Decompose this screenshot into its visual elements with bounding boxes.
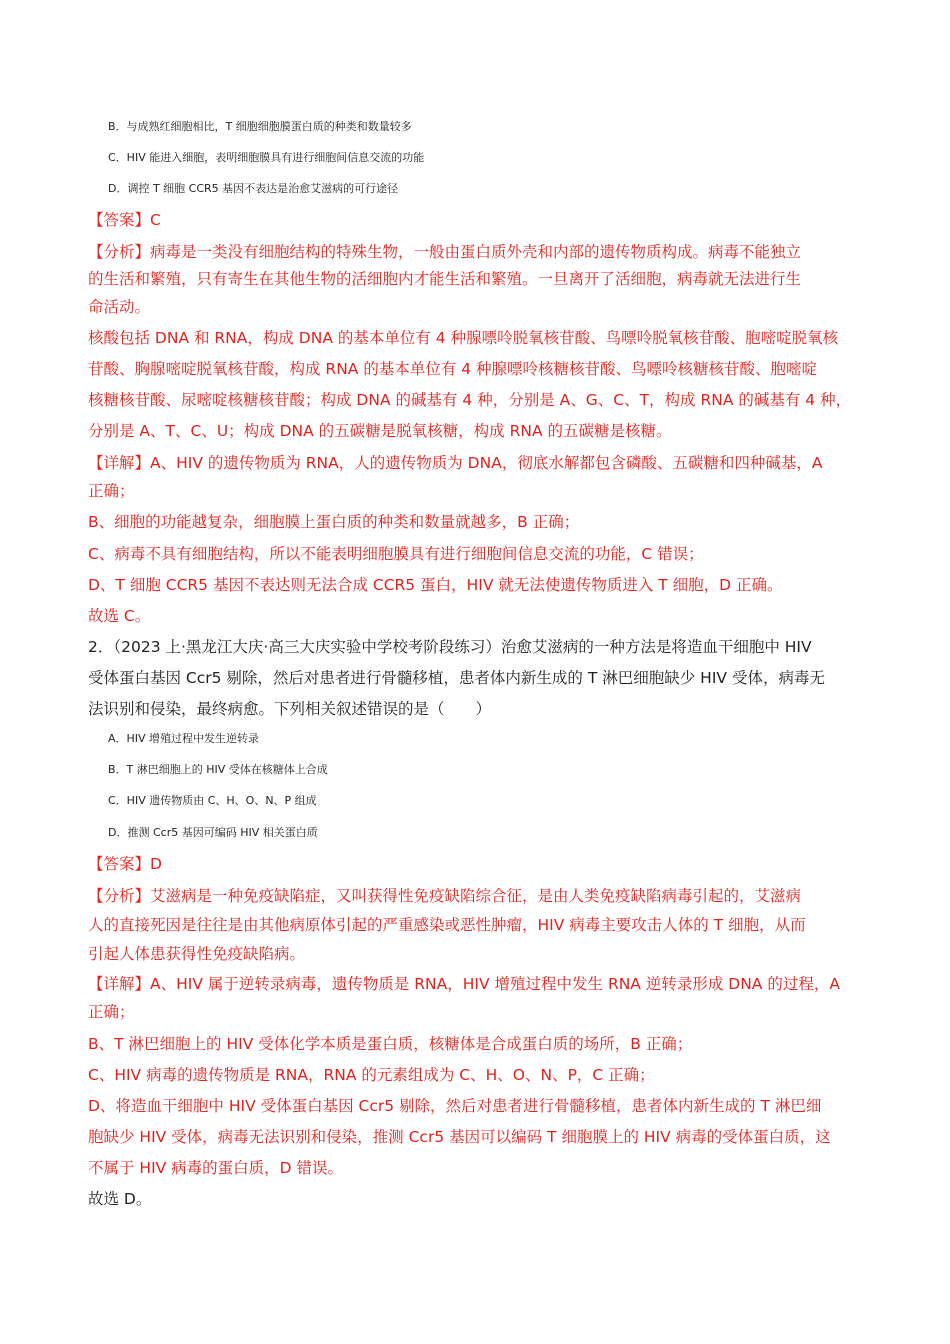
q1-analysis-line: 分别是 A、T、C、U；构成 DNA 的五碳糖是脱氧核糖，构成 RNA 的五碳糖是核糖。 <box>88 422 672 440</box>
q1-analysis-line: 核酸包括 DNA 和 RNA，构成 DNA 的基本单位有 4 种腺嘌呤脱氧核苷酸、鸟嘌呤脱氧核苷酸、胞嘧啶脱氧核 <box>88 329 839 347</box>
q2-analysis-line: 引起人体患获得性免疫缺陷病。 <box>88 945 306 963</box>
q1-analysis-line: 【分析】病毒是一类没有细胞结构的特殊生物，一般由蛋白质外壳和内部的遗传物质构成。病毒不能独立 <box>88 243 802 261</box>
q1-analysis-line: 命活动。 <box>88 298 151 316</box>
q2-detail-line: 【详解】A、HIV 属于逆转录病毒，遗传物质是 RNA，HIV 增殖过程中发生 RNA 逆转录形成 DNA 的过程，A <box>88 975 840 993</box>
q2-option-c: C．HIV 遗传物质由 C、H、O、N、P 组成 <box>108 794 317 807</box>
q1-detail-line: 正确； <box>88 482 135 500</box>
q2-stem-line: 法识别和侵染，最终病愈。下列相关叙述错误的是（ ） <box>88 700 492 718</box>
q2-stem-line: 2．（2023 上·黑龙江大庆·高三大庆实验中学校考阶段练习）治愈艾滋病的一种方法是将造血干细胞中 HIV <box>88 638 812 656</box>
q1-detail-line: D、T 细胞 CCR5 基因不表达则无法合成 CCR5 蛋白，HIV 就无法使遗传物质进入 T 细胞，D 正确。 <box>88 576 783 594</box>
q2-analysis-line: 【分析】艾滋病是一种免疫缺陷症，又叫获得性免疫缺陷综合征，是由人类免疫缺陷病毒引起的，艾滋病 <box>88 887 802 905</box>
q1-detail-line: B、细胞的功能越复杂，细胞膜上蛋白质的种类和数量就越多，B 正确； <box>88 513 580 531</box>
q2-option-a: A．HIV 增殖过程中发生逆转录 <box>108 732 260 745</box>
q1-analysis-line: 核糖核苷酸、尿嘧啶核糖核苷酸；构成 DNA 的碱基有 4 种，分别是 A、G、C、T，构成 RNA 的碱基有 4 种， <box>88 391 852 409</box>
q2-analysis-line: 人的直接死因是往往是由其他病原体引起的严重感染或恶性肿瘤，HIV 病毒主要攻击人体的 T 细胞，从而 <box>88 916 806 934</box>
q2-detail-line: D、将造血干细胞中 HIV 受体蛋白基因 Ccr5 剔除，然后对患者进行骨髓移植，患者体内新生成的 T 淋巴细 <box>88 1097 822 1115</box>
q2-detail-line: 正确； <box>88 1003 135 1021</box>
q2-conclusion: 故选 D。 <box>88 1190 152 1208</box>
q1-detail-line: C、病毒不具有细胞结构，所以不能表明细胞膜具有进行细胞间信息交流的功能，C 错误； <box>88 545 704 563</box>
q2-detail-line: B、T 淋巴细胞上的 HIV 受体化学本质是蛋白质，核糖体是合成蛋白质的场所，B 正确； <box>88 1035 693 1053</box>
q1-answer: 【答案】C <box>88 211 161 229</box>
q2-answer: 【答案】D <box>88 855 162 873</box>
q1-detail-line: 【详解】A、HIV 的遗传物质为 RNA，人的遗传物质为 DNA，彻底水解都包含磷酸、五碳糖和四种碱基，A <box>88 454 823 472</box>
q2-detail-line: 不属于 HIV 病毒的蛋白质，D 错误。 <box>88 1159 344 1177</box>
q2-option-b: B．T 淋巴细胞上的 HIV 受体在核糖体上合成 <box>108 763 328 776</box>
q2-option-d: D．推测 Ccr5 基因可编码 HIV 相关蛋白质 <box>108 826 318 839</box>
q1-analysis-line: 的生活和繁殖，只有寄生在其他生物的活细胞内才能生活和繁殖。一旦离开了活细胞，病毒就无法进行生 <box>88 270 802 288</box>
q1-analysis-line: 苷酸、胸腺嘧啶脱氧核苷酸，构成 RNA 的基本单位有 4 种腺嘌呤核糖核苷酸、鸟嘌呤核糖核苷酸、胞嘧啶 <box>88 360 818 378</box>
q1-conclusion: 故选 C。 <box>88 607 151 625</box>
q2-detail-line: C、HIV 病毒的遗传物质是 RNA，RNA 的元素组成为 C、H、O、N、P，C 正确； <box>88 1066 655 1084</box>
q1-option-b: B．与成熟红细胞相比，T 细胞细胞膜蛋白质的种类和数量较多 <box>108 120 412 133</box>
q1-option-d: D．调控 T 细胞 CCR5 基因不表达是治愈艾滋病的可行途径 <box>108 182 399 195</box>
q1-option-c: C．HIV 能进入细胞，表明细胞膜具有进行细胞间信息交流的功能 <box>108 151 425 164</box>
q2-detail-line: 胞缺少 HIV 受体，病毒无法识别和侵染，推测 Ccr5 基因可以编码 T 细胞膜上的 HIV 病毒的受体蛋白质，这 <box>88 1128 831 1146</box>
q2-stem-line: 受体蛋白基因 Ccr5 剔除，然后对患者进行骨髓移植，患者体内新生成的 T 淋巴细胞缺少 HIV 受体，病毒无 <box>88 669 825 687</box>
